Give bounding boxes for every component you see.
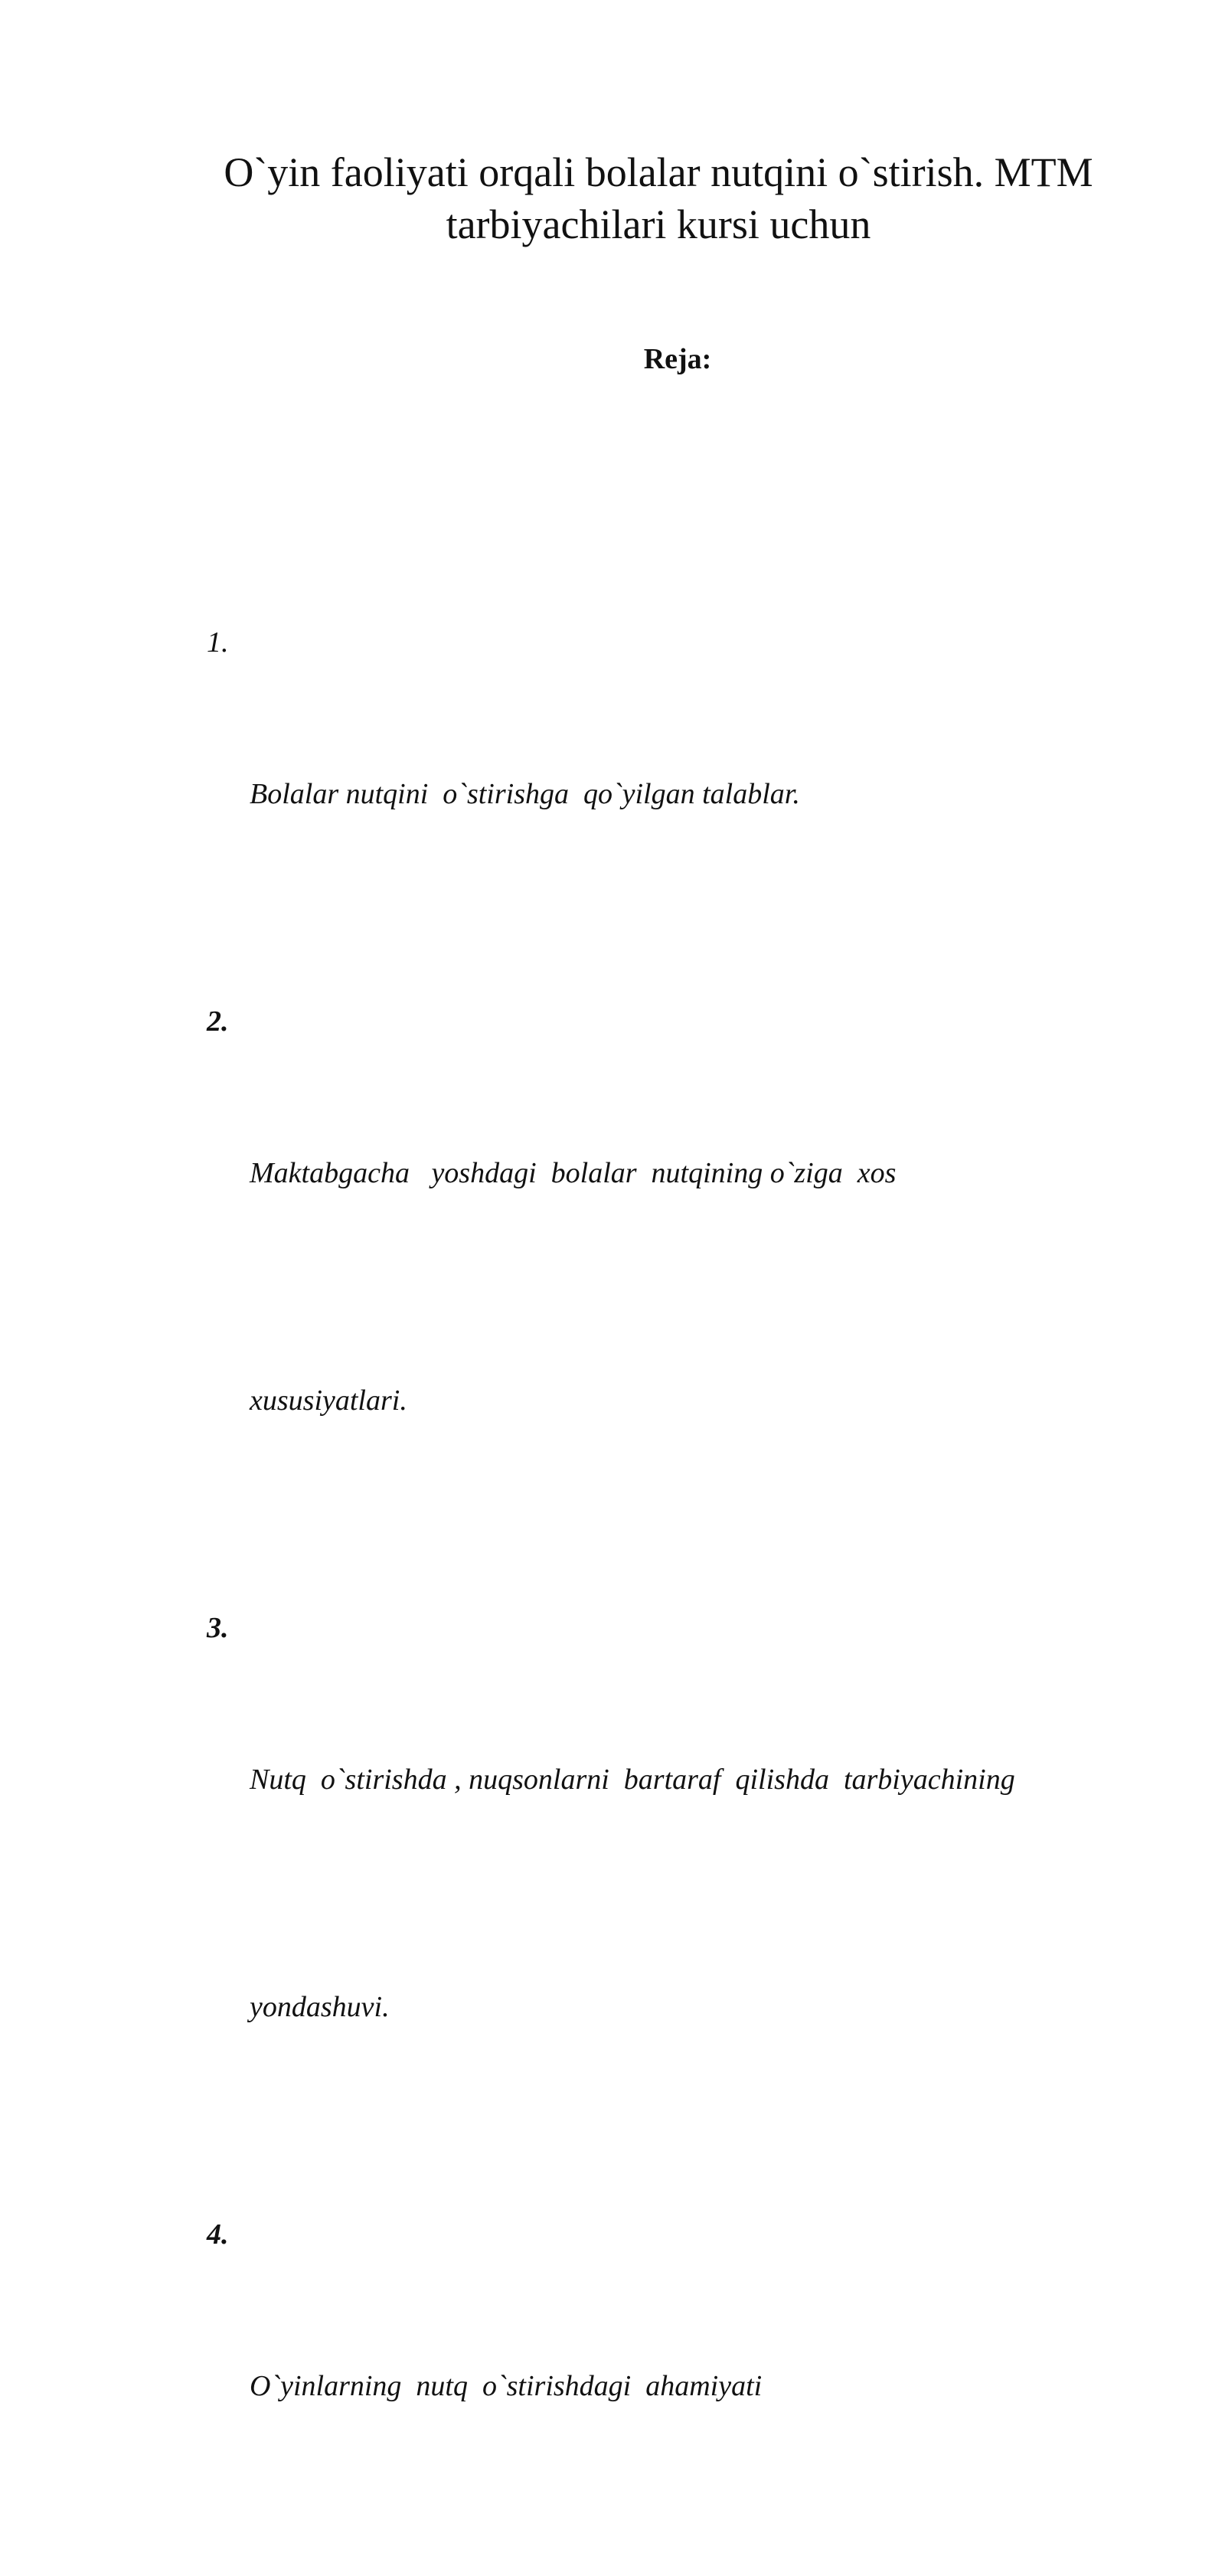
title-line-1: O`yin faoliyati orqali bolalar nutqini o`stirish. MTM — [224, 149, 1093, 196]
plan-item-number: 3. — [207, 1612, 229, 1644]
document-title — [153, 146, 1164, 250]
plan-item-3 — [207, 1590, 1171, 2197]
plan-item-line: yondashuvi. — [250, 1991, 390, 2023]
plan-item-text — [250, 1590, 1171, 2197]
plan-heading: Reja: — [643, 343, 712, 375]
plan-item-text — [250, 2197, 1171, 2576]
plan-item-4 — [207, 2197, 1171, 2576]
plan-item-number: 4. — [207, 2218, 229, 2251]
plan-item-1 — [207, 605, 1171, 984]
plan-list — [207, 605, 1171, 2576]
plan-item-line: xususiyatlari. — [250, 1384, 407, 1417]
plan-item-line: O`yinlarning nutq o`stirishdagi ahamiyati — [250, 2370, 763, 2402]
title-line-2: tarbiyachilari kursi uchun — [446, 201, 871, 248]
plan-item-2 — [207, 984, 1171, 1590]
plan-item-text — [250, 984, 1171, 1590]
plan-item-number: 2. — [207, 1005, 229, 1038]
plan-item-line: Maktabgacha yoshdagi bolalar nutqining o`ziga xos — [250, 1157, 897, 1189]
plan-item-text — [250, 605, 1171, 984]
plan-item-line: Bolalar nutqini o`stirishga qo`yilgan talablar. — [250, 778, 800, 810]
plan-item-line: Nutq o`stirishda , nuqsonlarni bartaraf qilishda tarbiyachining — [250, 1764, 1015, 1796]
plan-item-number: 1. — [207, 626, 229, 659]
